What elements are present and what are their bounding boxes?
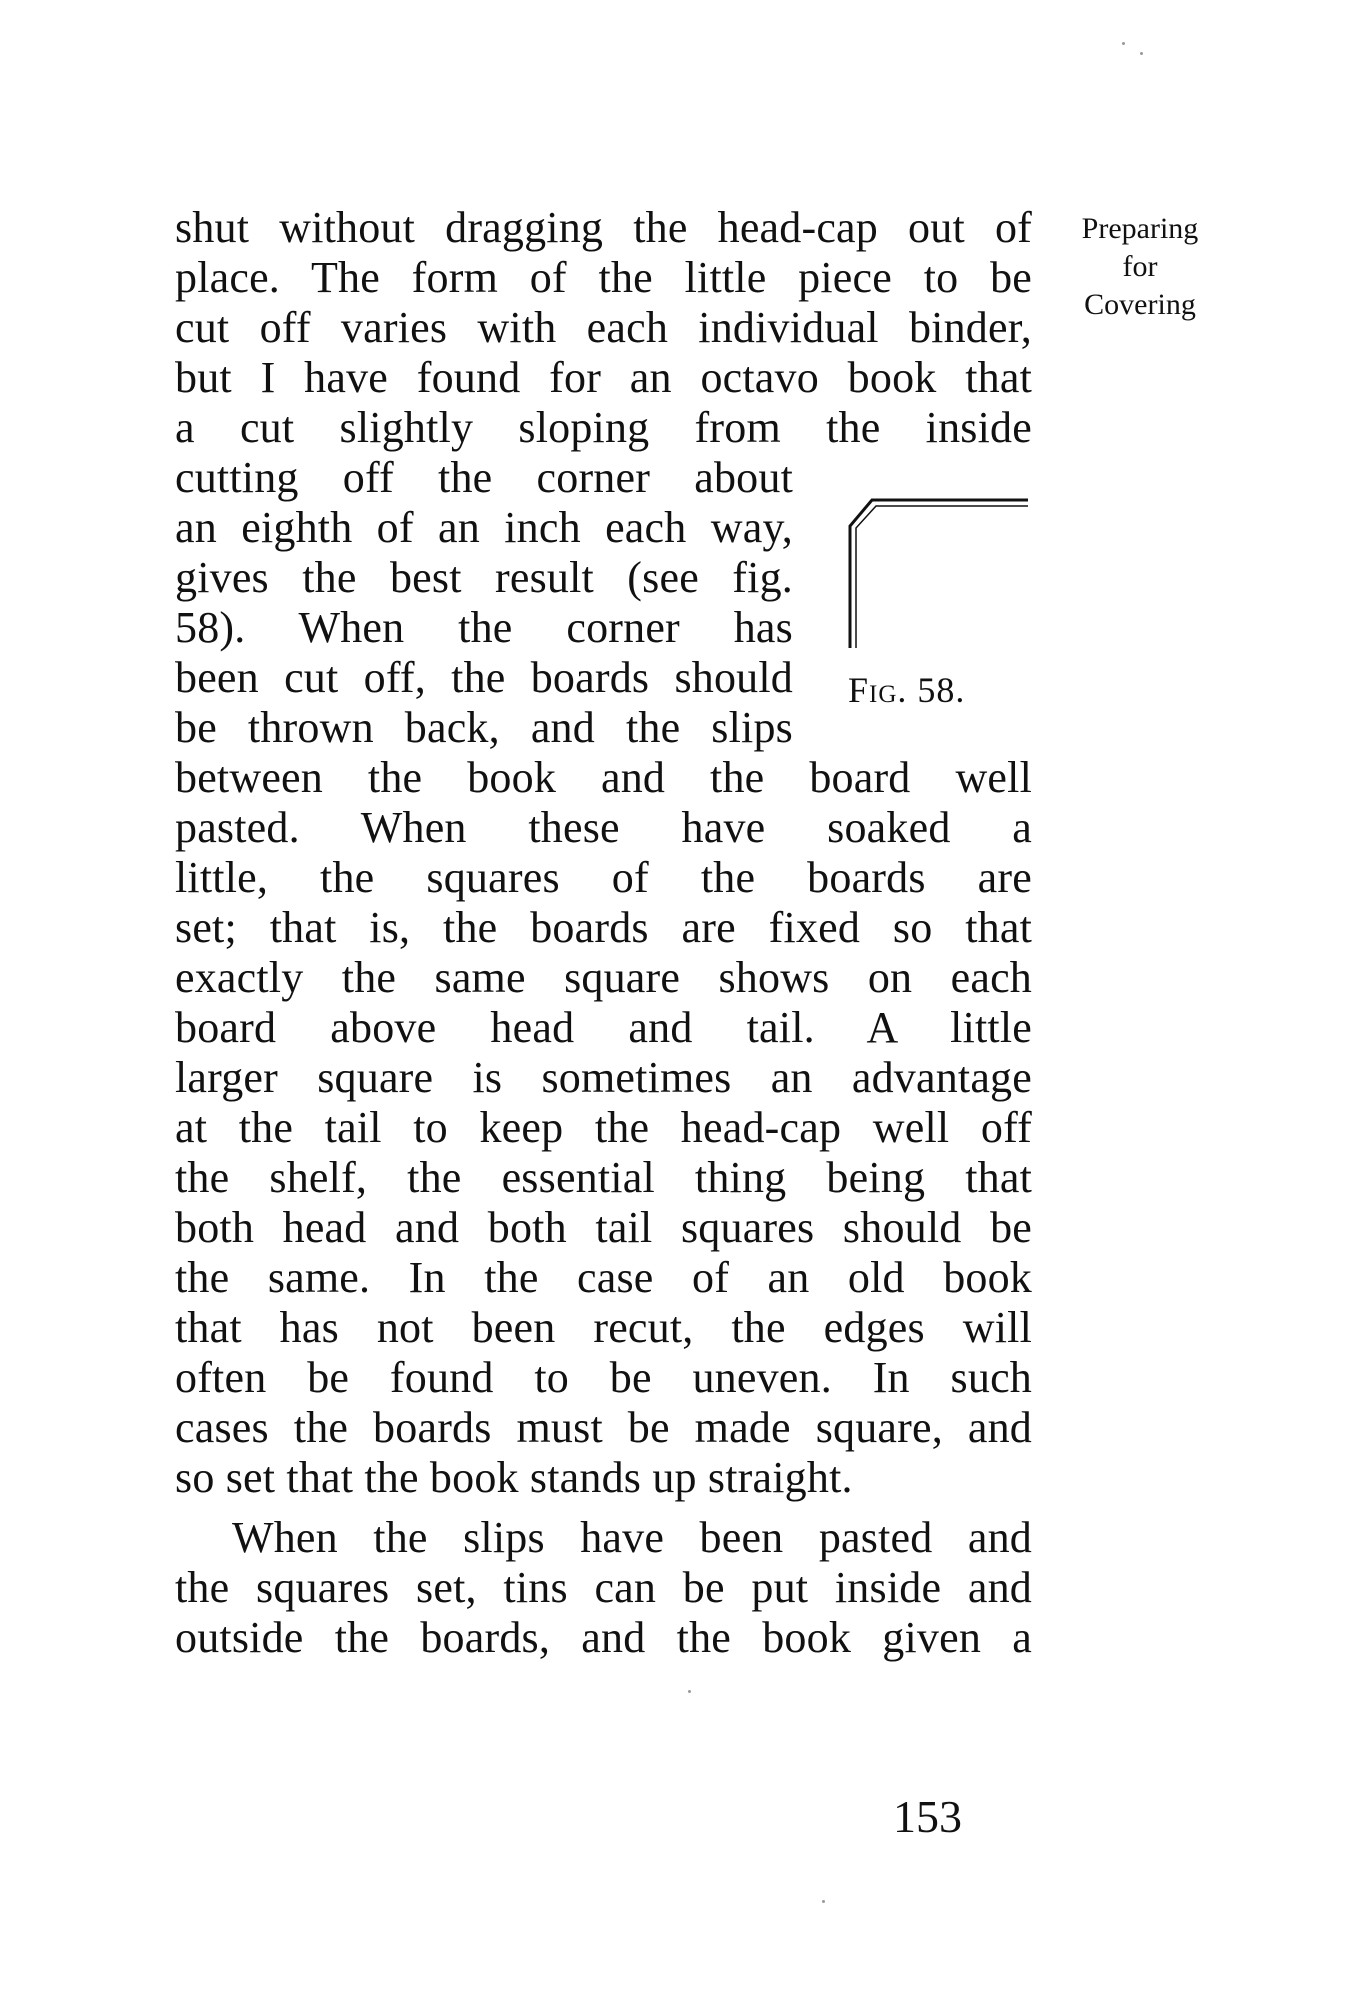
scan-speck (688, 1690, 691, 1693)
margin-note (1060, 210, 1220, 324)
body-line: the squares set, tins can be put inside and (175, 1563, 1032, 1612)
body-line: cut off varies with each individual binder, (175, 303, 1032, 352)
body-line: been cut off, the boards should (175, 653, 793, 702)
body-line: cutting off the corner about (175, 453, 793, 502)
body-line: but I have found for an octavo book that (175, 353, 1032, 402)
body-line: be thrown back, and the slips (175, 703, 793, 752)
body-line: the shelf, the essential thing being that (175, 1153, 1032, 1202)
body-line: both head and both tail squares should be (175, 1203, 1032, 1252)
body-line: little, the squares of the boards are (175, 853, 1032, 902)
body-line: exactly the same square shows on each (175, 953, 1032, 1002)
body-line: shut without dragging the head-cap out of (175, 203, 1032, 252)
margin-note-line: Covering (1084, 288, 1196, 321)
body-line: pasted. When these have soaked a (175, 803, 1032, 852)
figure-caption: Fig. 58. (848, 670, 966, 710)
scan-speck (822, 1900, 825, 1903)
body-line: a cut slightly sloping from the inside (175, 403, 1032, 452)
corner-outline (850, 500, 1028, 648)
body-line: so set that the book stands up straight. (175, 1453, 853, 1502)
body-line: an eighth of an inch each way, (175, 503, 793, 552)
body-line: larger square is sometimes an advantage (175, 1053, 1032, 1102)
margin-note-line: for (1122, 250, 1158, 283)
body-line: between the book and the board well (175, 753, 1032, 802)
body-line: that has not been recut, the edges will (175, 1303, 1032, 1352)
body-line: gives the best result (see fig. (175, 553, 793, 602)
scan-speck (1140, 52, 1143, 55)
body-line: When the slips have been pasted and (232, 1513, 1032, 1562)
scan-speck (1122, 42, 1125, 45)
body-line: at the tail to keep the head-cap well off (175, 1103, 1032, 1152)
body-line: cases the boards must be made square, and (175, 1403, 1032, 1452)
corner-figure (830, 488, 1030, 648)
page-number: 153 (893, 1791, 962, 1842)
body-line: board above head and tail. A little (175, 1003, 1032, 1052)
margin-note-line: Preparing (1081, 212, 1199, 245)
body-line: the same. In the case of an old book (175, 1253, 1032, 1302)
body-line: place. The form of the little piece to be (175, 253, 1032, 302)
body-line: often be found to be uneven. In such (175, 1353, 1032, 1402)
body-line: 58). When the corner has (175, 603, 793, 652)
body-line: outside the boards, and the book given a (175, 1613, 1032, 1662)
body-line: set; that is, the boards are fixed so that (175, 903, 1032, 952)
